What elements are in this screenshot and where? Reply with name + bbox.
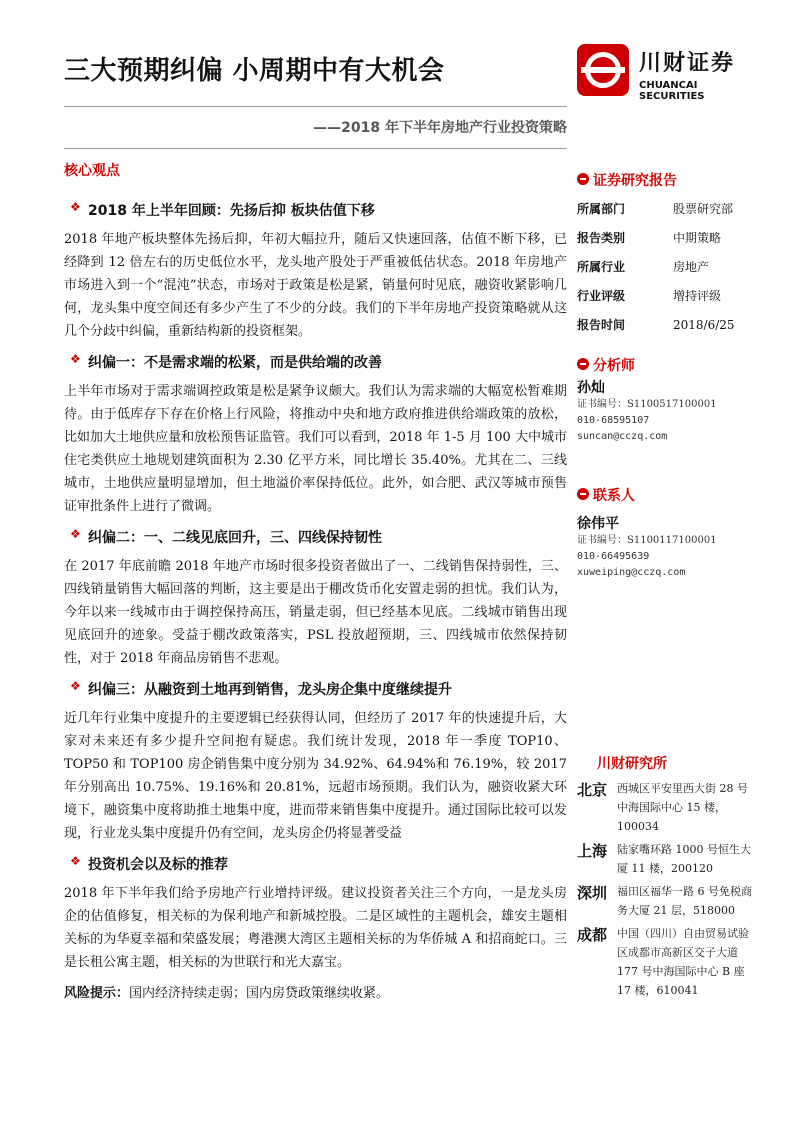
sidebar [577, 170, 757, 1000]
section-heading: ❖ 纠偏三：从融资到土地再到销售，龙头房企集中度继续提升 [70, 679, 452, 698]
office-entry: 成都 中国（四川）自由贸易试验区成都市高新区交子大道 177 号中海国际中心 B 座 17 楼，610041 [577, 926, 749, 997]
institute-heading: 川财研究所 [597, 756, 667, 772]
page-subtitle: ——2018 年下半年房地产行业投资策略 [313, 120, 567, 136]
contact-heading: 联系人 [577, 485, 757, 505]
report-type-heading: 证券研究报告 [577, 170, 757, 190]
logo-name-en: CHUANCAI SECURITIES [639, 80, 705, 102]
info-row: 所属行业 房地产 [577, 260, 710, 274]
risk-text: 国内经济持续走弱；国内房贷政策继续收紧。 [129, 986, 390, 1001]
analyst-email[interactable]: suncan@cczq.com [577, 431, 668, 442]
diamond-bullet-icon: ❖ [70, 679, 81, 693]
risk-label: 风险提示： [64, 986, 130, 1001]
info-row: 报告类别 中期策略 [577, 231, 722, 245]
section-paragraph: 2018 年下半年我们给予房地产行业增持评级。建议投资者关注三个方向，一是龙头房企的估值修复，相关标的为保利地产和新城控股。二是区域性的主题机会，雄安主题相关标的为华夏幸福和荣盛发展；粤港澳大湾区主题相关标的为华侨城 A 和招商蛇口。三是长租公寓主题，相关标的为世联行和光大嘉宝。 [64, 886, 567, 970]
section-paragraph: 2018 年地产板块整体先扬后抑，年初大幅拉升，随后又快速回落，估值不断下移，已经降到 12 倍左右的历史低位水平，龙头地产股处于严重被低估状态。2018 年房地产市场进入到一个“混沌”状态，市场对于政策是松是紧，销量何时见底，融资收紧影响几何，龙头集中度空间还有多少产生了不少的分歧。我们的下半年房地产投资策略就从这几个分歧中纠偏，重新结构新的投资框架。 [64, 232, 567, 339]
section-heading: ❖ 纠偏一：不是需求端的松紧，而是供给端的改善 [70, 352, 382, 371]
page-title: 三大预期纠偏 小周期中有大机会 [64, 56, 445, 86]
office-entry: 北京 西城区平安里西大街 28 号中海国际中心 15 楼，100034 [577, 781, 748, 833]
section-heading: ❖ 纠偏二：一、二线见底回升，三、四线保持韧性 [70, 527, 382, 546]
info-row: 行业评级 增持评级 [577, 289, 722, 303]
analyst-name: 孙灿 [577, 380, 605, 396]
risk-note [64, 983, 567, 1005]
diamond-bullet-icon: ❖ [70, 200, 81, 214]
contact-name: 徐伟平 [577, 516, 619, 532]
diamond-bullet-icon: ❖ [70, 352, 81, 366]
logo-name-cn: 川财证券 [639, 51, 736, 76]
section-heading: ❖ 投资机会以及标的推荐 [70, 854, 228, 873]
contact-phone: 010-66495639 [577, 551, 650, 562]
section-paragraph: 上半年市场对于需求端调控政策是松是紧争议颇大。我们认为需求端的大幅宽松暂难期待。由于低库存下存在价格上行风险，将推动中央和地方政府推进供给端政策的放松，比如加大土地供应量和放松预售证监管。我们可以看到，2018 年 1-5 月 100 大中城市住宅类供应土地规划建筑面积为 2.30 亿平方米，同比增长 35.40%。尤其在二、三线城市，土地供应量明显增加，但土地溢价率保持低位。此外，如合肥、武汉等城市预售证审批条件上进行了微调。 [64, 384, 567, 514]
contact-cert: 证书编号：S1100117100001 [577, 535, 717, 546]
section-heading: ❖ 2018 年上半年回顾：先扬后抑 板块估值下移 [70, 200, 375, 219]
company-logo [577, 42, 757, 104]
contact-icon [577, 488, 589, 500]
diamond-bullet-icon: ❖ [70, 854, 81, 868]
diamond-bullet-icon: ❖ [70, 527, 81, 541]
section-paragraph: 近几年行业集中度提升的主要逻辑已经获得认同，但经历了 2017 年的快速提升后，大家对未来还有多少提升空间抱有疑虑。我们统计发现，2018 年一季度 TOP10、TOP50 和 TOP100 房企销售集中度分别为 34.92%、64.94%和 76.19%，较 2017 年分别高出 10.75%、19.16%和 20.81%，远超市场预期。我们认为，融资收紧大环境下，融资集中度将助推土地集中度，进而带来销售集中度提升。通过国际比较可以发现，行业龙头集中度提升仍有空间，龙头房企仍将显著受益 [64, 711, 567, 841]
main-content [64, 160, 567, 1005]
contact-email[interactable]: xuweiping@cczq.com [577, 567, 686, 578]
core-view-heading: 核心观点 [64, 163, 120, 179]
logo-mark-icon [577, 44, 629, 96]
office-entry: 上海 陆家嘴环路 1000 号恒生大厦 11 楼，200120 [577, 842, 751, 875]
analyst-icon [577, 358, 589, 370]
office-entry: 深圳 福田区福华一路 6 号免税商务大厦 21 层，518000 [577, 884, 752, 917]
report-icon [577, 173, 589, 185]
info-row: 所属部门 股票研究部 [577, 202, 734, 216]
subtitle-divider [64, 148, 567, 149]
analyst-cert: 证书编号：S1100517100001 [577, 399, 717, 410]
analyst-heading: 分析师 [577, 355, 757, 375]
section-paragraph: 在 2017 年底前瞻 2018 年地产市场时很多投资者做出了一、二线销售保持弱性，三、四线销量销售大幅回落的判断，这主要是出于棚改货币化安置走弱的担忧。我们认为，今年以来一线城市由于调控保持高压，销量走弱，但已经基本见底。二线城市销售出现见底回升的迹象。受益于棚改政策落实，PSL 投放超预期，三、四线城市依然保持韧性，对于 2018 年商品房销售不悲观。 [64, 559, 567, 666]
info-row: 报告时间 2018/6/25 [577, 317, 735, 332]
header-divider [64, 106, 567, 107]
analyst-phone: 010-68595107 [577, 415, 650, 426]
